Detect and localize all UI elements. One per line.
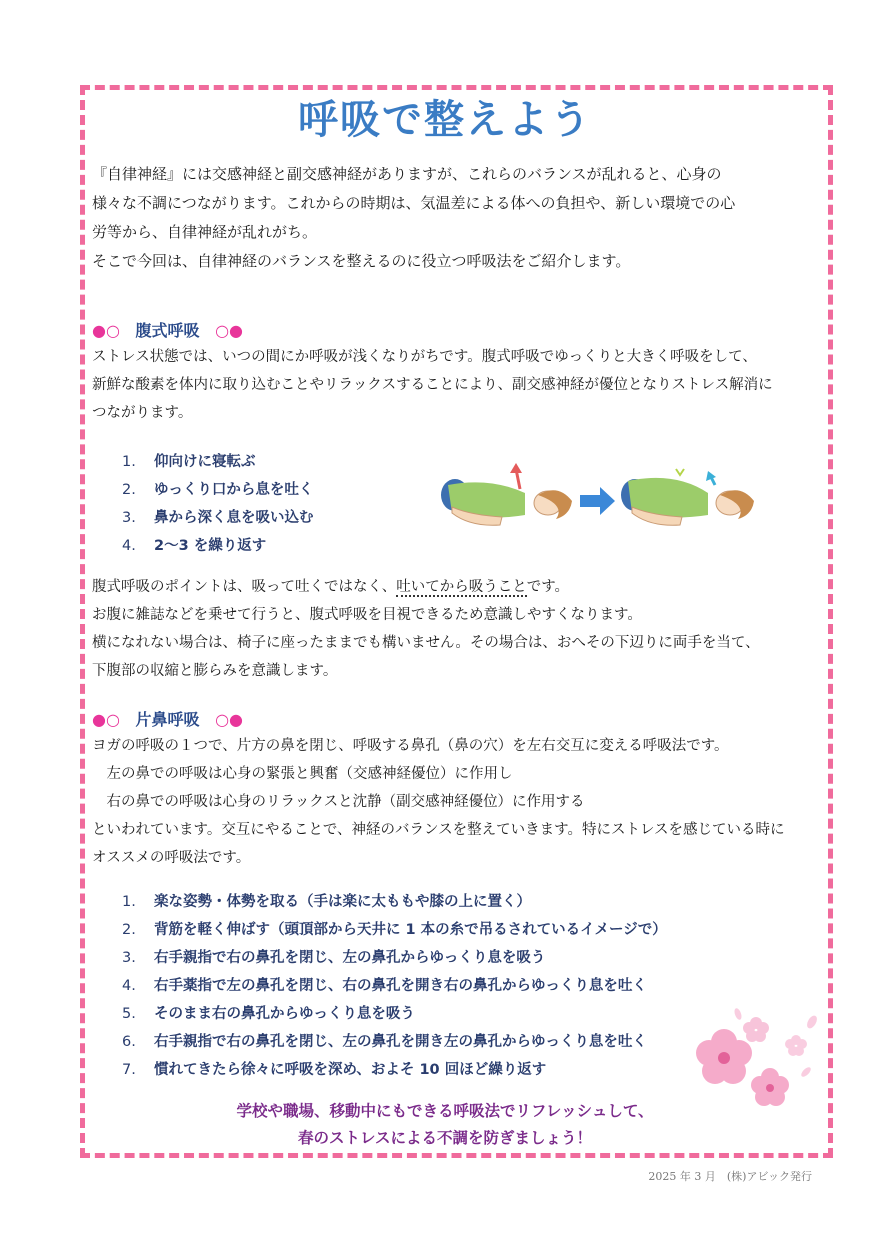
point-line [92, 573, 812, 601]
closing-message [0, 1098, 890, 1152]
list-item [122, 916, 667, 944]
section-title: 腹式呼吸 [135, 321, 200, 340]
step-text: ゆっくり口から息を吐く [154, 482, 314, 498]
text-line: 新鮮な酸素を体内に取り込むことやリラックスすることにより、副交感神経が優位となりストレス解消に [92, 377, 773, 393]
list-item [122, 476, 314, 504]
intro-line: そこで今回は、自律神経のバランスを整えるのに役立つ呼吸法をご紹介します。 [92, 252, 631, 270]
list-item [122, 944, 667, 972]
step-number: 1. [122, 454, 136, 470]
text-line: つながります。 [92, 405, 193, 421]
list-item [122, 532, 314, 560]
point-emphasis: 吐いてから吸うこと [396, 579, 527, 595]
arrow-right-icon [580, 487, 615, 515]
step-text: 仰向けに寝転ぶ [154, 454, 256, 470]
section-heading-abdominal [92, 318, 243, 341]
step-text: 右手親指で右の鼻孔を閉じ、左の鼻孔からゆっくり息を吸う [154, 950, 546, 966]
text-line: 横になれない場合は、椅子に座ったままでも構いません。その場合は、おへその下辺りに両手を当て、 [92, 635, 760, 651]
intro-line: 様々な不調につながります。これからの時期は、気温差による体への負担や、新しい環境での心 [92, 194, 736, 212]
step-number: 7. [122, 1062, 136, 1078]
step-text: 2～3 を繰り返す [154, 538, 267, 554]
step-text: 楽な姿勢・体勢を取る（手は楽に太ももや膝の上に置く） [154, 894, 531, 910]
point-text: 腹式呼吸のポイントは、吸って吐くではなく、 [92, 579, 397, 595]
section-text [92, 343, 812, 427]
steps-list-abdominal [122, 448, 314, 560]
step-text: 鼻から深く息を吸い込む [154, 510, 314, 526]
step-number: 2. [122, 482, 136, 498]
text-line: 左の鼻での呼吸は心身の緊張と興奮（交感神経優位）に作用し [92, 766, 513, 782]
bullet-decoration: ●○ [92, 710, 120, 729]
list-item [122, 1028, 667, 1056]
step-number: 3. [122, 950, 136, 966]
text-line: 右の鼻での呼吸は心身のリラックスと沈静（副交感神経優位）に作用する [92, 794, 585, 810]
steps-list-alternate-nostril [122, 888, 667, 1084]
text-line: オススメの呼吸法です。 [92, 850, 251, 866]
step-number: 2. [122, 922, 136, 938]
list-item [122, 504, 314, 532]
list-item [122, 448, 314, 476]
list-item [122, 888, 667, 916]
closing-line: 学校や職場、移動中にもできる呼吸法でリフレッシュして、 [236, 1102, 654, 1120]
list-item [122, 1056, 667, 1084]
intro-line: 労等から、自律神経が乱れがち。 [92, 223, 318, 241]
text-line: お腹に雑誌などを乗せて行うと、腹式呼吸を目視できるため意識しやすくなります。 [92, 607, 642, 623]
section-heading-alternate-nostril [92, 707, 243, 730]
section-title: 片鼻呼吸 [135, 710, 200, 729]
step-text: 右手親指で右の鼻孔を閉じ、左の鼻孔を開き左の鼻孔からゆっくり息を吐く [154, 1034, 647, 1050]
bullet-decoration: ○● [215, 710, 244, 729]
step-text: 慣れてきたら徐々に呼吸を深め、およそ 10 回ほど繰り返す [154, 1062, 547, 1078]
text-line: ヨガの呼吸の１つで、片方の鼻を閉じ、呼吸する鼻孔（鼻の穴）を左右交互に変える呼吸法です。 [92, 738, 729, 754]
section-text [92, 732, 812, 872]
breathing-illustration [430, 455, 760, 545]
step-text: 右手薬指で左の鼻孔を閉じ、右の鼻孔を開き右の鼻孔からゆっくり息を吐く [154, 978, 647, 994]
closing-line: 春のストレスによる不調を防ぎましょう！ [297, 1129, 593, 1147]
list-item [122, 972, 667, 1000]
text-line: 下腹部の収縮と膨らみを意識します。 [92, 663, 338, 679]
point-text: です。 [526, 579, 570, 595]
publisher-footer: 2025 年 3 月 (株)アビック発行 [648, 1170, 812, 1183]
step-text: そのまま右の鼻孔からゆっくり息を吸う [154, 1006, 415, 1022]
section-notes [92, 573, 812, 685]
step-text: 背筋を軽く伸ばす（頭頂部から天井に 1 本の糸で吊るされているイメージで） [154, 922, 667, 938]
intro-line: 『自律神経』には交感神経と副交感神経がありますが、これらのバランスが乱れると、心身の [92, 165, 722, 183]
text-line: といわれています。交互にやることで、神経のバランスを整えていきます。特にストレスを感じている時に [92, 822, 785, 838]
step-number: 5. [122, 1006, 136, 1022]
step-number: 4. [122, 978, 136, 994]
list-item [122, 1000, 667, 1028]
page-title: 呼吸で整えよう [298, 97, 592, 143]
step-number: 4. [122, 538, 136, 554]
bullet-decoration: ○● [215, 321, 244, 340]
text-line: ストレス状態では、いつの間にか呼吸が浅くなりがちです。腹式呼吸でゆっくりと大きく呼吸をして、 [92, 349, 757, 365]
bullet-decoration: ●○ [92, 321, 120, 340]
step-number: 3. [122, 510, 136, 526]
lying-figure-exhale [441, 463, 572, 525]
step-number: 1. [122, 894, 136, 910]
intro-paragraph [92, 160, 812, 276]
lying-figure-inhale [621, 469, 754, 525]
step-number: 6. [122, 1034, 136, 1050]
